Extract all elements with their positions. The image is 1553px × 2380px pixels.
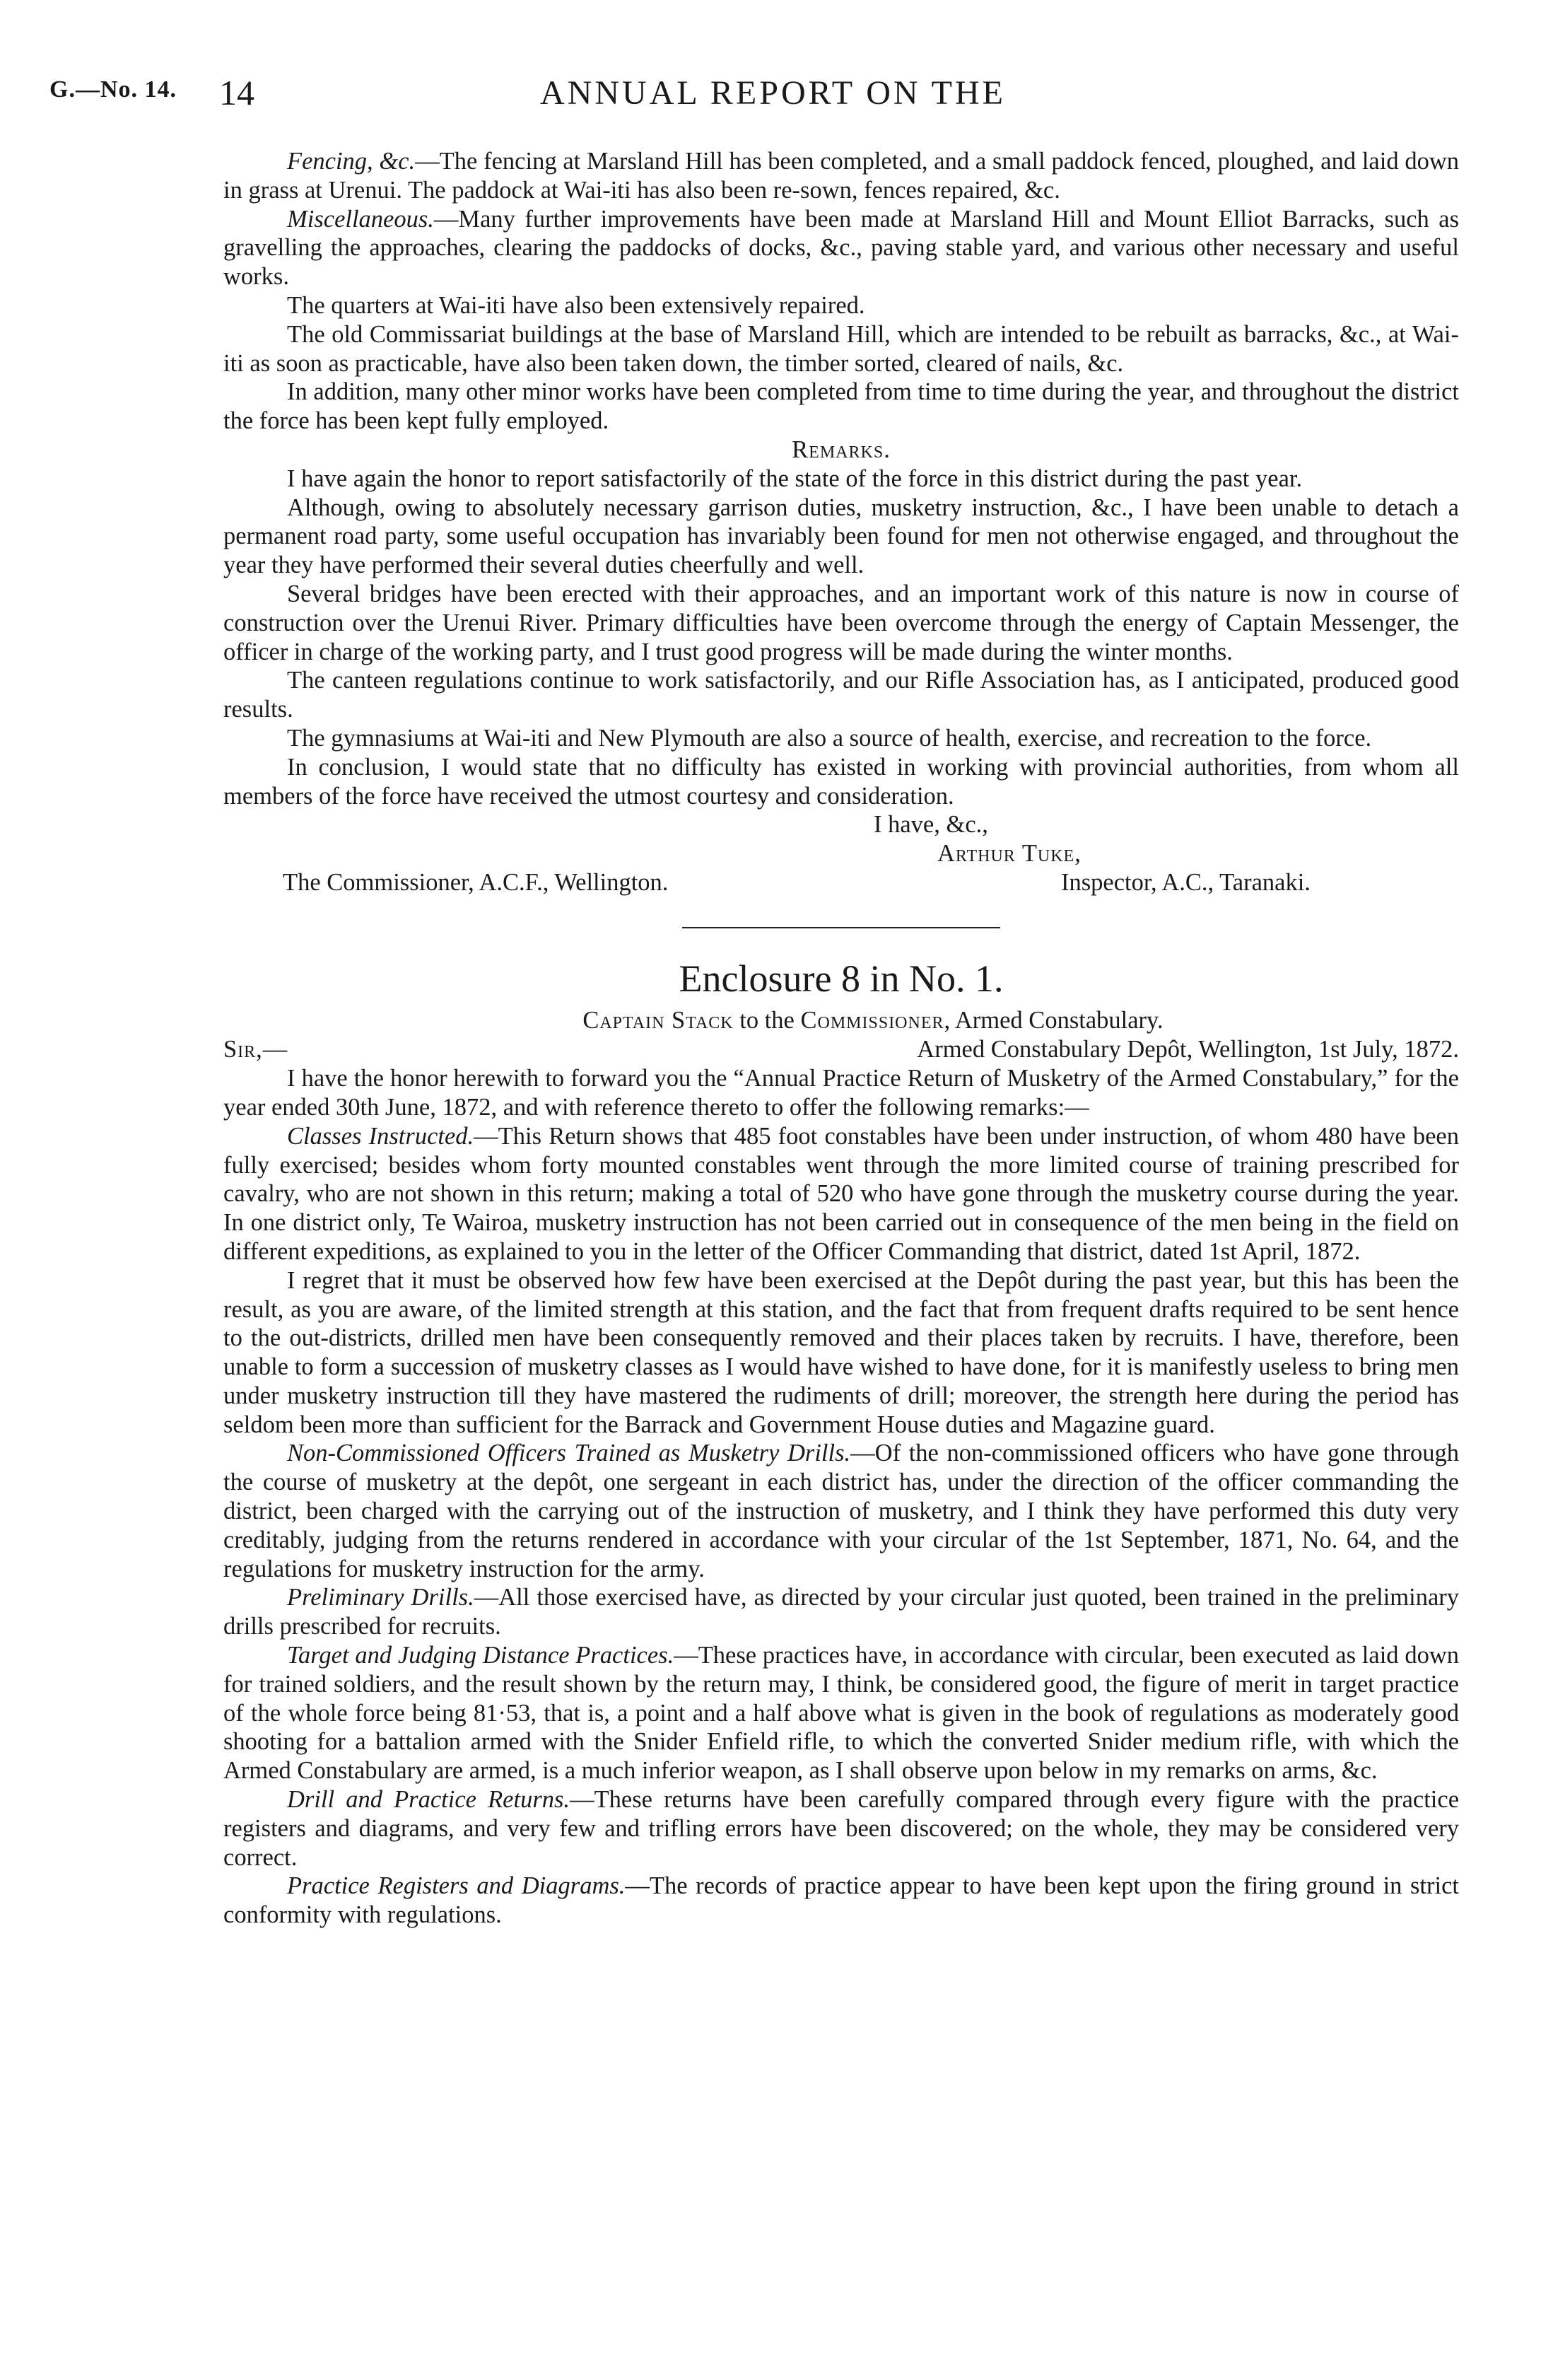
from-to-word: to the <box>739 1007 795 1034</box>
paragraph-miscellaneous <box>223 205 1459 291</box>
signature-title: Inspector, A.C., Taranaki. <box>1061 869 1311 897</box>
side-heading: Fencing, &c. <box>287 148 416 175</box>
paragraph-text: —These practices have, in accordance with circular, been executed as laid down for trained soldiers, and the result shown by the return may, I think, be considered good, the figure of merit in target practice of the whole force being 81·53, that is, a point and a half above what is given in the book of regulations as moderately good shooting for a battalion armed with the Snider Enfield rifle, to which the converted Snider medium rifle, with which the Armed Constabulary are armed, is a much inferior weapon, as I shall observe upon below in my remarks on arms, &c. <box>223 1642 1459 1785</box>
recipient-name: Commissioner <box>800 1007 944 1034</box>
paragraph-classes <box>223 1122 1459 1266</box>
side-heading: Drill and Practice Returns. <box>287 1786 570 1814</box>
dateline: Armed Constabulary Depôt, Wellington, 1st July, 1872. <box>917 1036 1459 1063</box>
paragraph-text: —Of the non-commissioned officers who have gone through the course of musketry at the depôt, one sergeant in each district has, under the direction of the officer commanding the district, been charged with the carrying out of the instruction of musketry, and I think they have performed this duty very creditably, judging from the returns rendered in accordance with your circular of the 1st September, 1871, No. 64, and the regulations for musketry instruction for the army. <box>223 1440 1460 1582</box>
paragraph-canteen: The canteen regulations continue to work satisfactorily, and our Rifle Association has, as I anticipated, produced good results. <box>223 667 1459 723</box>
page-number: 14 <box>219 73 254 112</box>
running-title: ANNUAL REPORT ON THE <box>540 74 1006 112</box>
paragraph-preliminary <box>223 1583 1459 1641</box>
paragraph-text: —All those exercised have, as directed by your circular just quoted, been trained in the preliminary drills prescribed for recruits. <box>223 1584 1460 1640</box>
paragraph-text: —This Return shows that 485 foot constables have been under instruction, of whom 480 have been fully exercised; besides whom forty mounted constables went through the more limited course of training prescribed for cavalry, who are not shown in this return; making a total of 520 who have gone through the musketry course during the year. In one district only, Te Wairoa, musketry instruction has not been carried out in consequence of the men being in the field on different expeditions, as explained to you in the letter of the Officer Commanding that district, dated 1st April, 1872. <box>223 1122 1459 1265</box>
paragraph-text: —The records of practice appear to have been kept upon the firing ground in strict conformity with regulations. <box>223 1872 1459 1929</box>
paragraph-bridges: Several bridges have been erected with their approaches, and an important work of this nature is now in course of construction over the Urenui River. Primary difficulties have been overcome through the energy of Captain Messenger, the officer in charge of the working party, and I trust good progress will be made during the winter months. <box>223 580 1459 665</box>
paragraph-honor: I have again the honor to report satisfactorily of the state of the force in this district during the past year. <box>287 465 1303 492</box>
paragraph-regret: I regret that it must be observed how few have been exercised at the Depôt during the past year, but this has been the result, as you are aware, of the limited strength at this station, and the fact that from frequent drafts required to be sent hence to the out-districts, drilled men have been consequently removed and their places taken by recruits. I have, therefore, been unable to form a succession of musketry classes as I would have wished to have done, for it is manifestly useless to bring men under musketry instruction till they have mastered the rudiments of drill; moreover, the strength here during the period has seldom been more than sufficient for the Barrack and Government House duties and Magazine guard. <box>223 1266 1459 1438</box>
paragraph-commissariat: The old Commissariat buildings at the base of Marsland Hill, which are intended to be rebuilt as barracks, &c., at Wai-iti as soon as practicable, have also been taken down, the timber sorted, cleared of nails, &c. <box>223 320 1459 377</box>
side-heading: Practice Registers and Diagrams. <box>287 1872 626 1900</box>
section-divider <box>682 927 1000 928</box>
paragraph-registers <box>223 1872 1459 1930</box>
closing-phrase: I have, &c., <box>874 811 988 839</box>
paragraph-drill-returns <box>223 1785 1459 1872</box>
side-heading: Preliminary Drills. <box>287 1584 474 1611</box>
salutation-row <box>223 1035 1459 1064</box>
paragraph-text: —Many further improvements have been made at Marsland Hill and Mount Elliot Barracks, such as gravelling the approaches, clearing the paddocks of docks, &c., paving stable yard, and various other necessary and useful works. <box>223 205 1459 291</box>
recipient-rest: , Armed Constabulary. <box>944 1007 1164 1034</box>
paragraph-quarters: The quarters at Wai-iti have also been extensively repaired. <box>287 291 865 319</box>
paragraph-gymnasiums: The gymnasiums at Wai-iti and New Plymouth are also a source of health, exercise, and recreation to the force. <box>287 724 1372 752</box>
paragraph-target <box>223 1641 1459 1785</box>
enclosure-from-line <box>223 1006 1459 1035</box>
paragraph-forward: I have the honor herewith to forward you the “Annual Practice Return of Musketry of the Armed Constabulary,” for the year ended 30th June, 1872, and with reference thereto to offer the following remarks:— <box>223 1065 1459 1121</box>
addressee: The Commissioner, A.C.F., Wellington. <box>283 869 669 897</box>
paragraph-addition: In addition, many other minor works have been completed from time to time during the year, and throughout the district the force has been kept fully employed. <box>223 378 1459 435</box>
salutation: Sir,— <box>223 1036 288 1063</box>
paragraph-although: Although, owing to absolutely necessary garrison duties, musketry instruction, &c., I have been unable to detach a permanent road party, some useful occupation has invariably been found for men not otherwise engaged, and throughout the year they have performed their several duties cheerfully and well. <box>223 494 1459 579</box>
signature-row <box>223 839 1459 868</box>
addressee-row <box>223 868 1459 897</box>
closing-row <box>223 810 1459 839</box>
enclosure-title: Enclosure 8 in No. 1. <box>679 957 1004 1001</box>
page-header <box>49 72 1496 115</box>
paragraph-conclusion: In conclusion, I would state that no difficulty has existed in working with provincial authorities, from whom all members of the force have received the utmost courtesy and consideration. <box>223 753 1459 810</box>
side-heading: Classes Instructed. <box>287 1122 474 1150</box>
document-reference: G.—No. 14. <box>49 76 177 103</box>
paragraph-nco <box>223 1439 1459 1583</box>
sender-name: Captain Stack <box>582 1007 734 1034</box>
remarks-heading: Remarks. <box>792 436 891 463</box>
side-heading: Non-Commissioned Officers Trained as Musketry Drills. <box>287 1440 851 1467</box>
paragraph-fencing <box>223 147 1459 205</box>
paragraph-text: —These returns have been carefully compared through every figure with the practice registers and diagrams, and very few and trifling errors have been discovered; on the whole, they may be considered very correct. <box>223 1786 1460 1871</box>
side-heading: Miscellaneous. <box>287 205 434 233</box>
paragraph-text: —The fencing at Marsland Hill has been completed, and a small paddock fenced, ploughed, and laid down in grass at Urenui. The paddock at Wai-iti has also been re-sown, fences repaired, &c. <box>223 148 1460 204</box>
side-heading: Target and Judging Distance Practices. <box>287 1642 674 1669</box>
signature-name: Arthur Tuke, <box>937 840 1082 868</box>
document-body <box>223 147 1459 1930</box>
